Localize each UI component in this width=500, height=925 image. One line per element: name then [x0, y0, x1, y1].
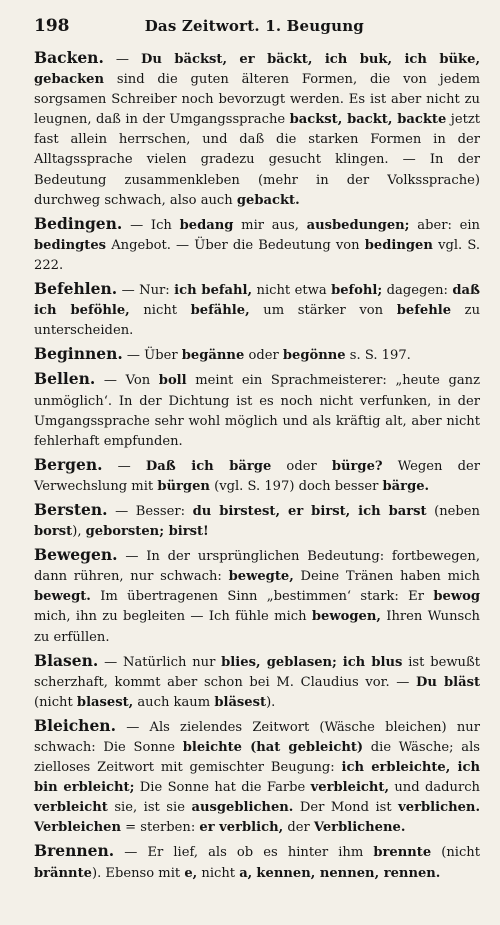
bold-form: borst — [34, 524, 73, 540]
entry-text: zu unterscheiden. — [34, 303, 480, 339]
page-header — [34, 16, 480, 36]
entry-text: — — [103, 52, 142, 67]
entry-text: — Er lief, als ob es hinter ihm — [114, 845, 374, 861]
bold-form: ausbedungen; — [306, 217, 410, 233]
bold-form: blasest, — [76, 694, 134, 710]
entry-text: der — [283, 820, 314, 836]
bold-form: e, — [184, 865, 198, 881]
entry-text: — Nur: — [117, 283, 175, 299]
entry-text: (neben — [426, 503, 480, 519]
entry-text: Angebot. — Über die Bedeutung von — [106, 237, 365, 253]
bold-form: befähle, — [190, 303, 250, 319]
dictionary-entry-bersten — [34, 500, 480, 542]
entry-text: Der Mond ist — [293, 800, 399, 816]
entry-text: jetzt fast allein herrschen, und daß die starken Formen in der Alltagssprache vielen gradezu gesucht klingen. — In der Bedeutung zusammenkleben (mehr in der Volkssprache) durchweg schwach, also auch — [34, 112, 480, 208]
entry-text: ). Ebenso mit — [91, 865, 185, 881]
bold-form: ich befahl, — [174, 283, 253, 299]
entry-text: oder — [271, 458, 332, 474]
bold-form: begönne — [282, 348, 346, 364]
bold-form: begänne — [181, 348, 245, 364]
entry-text: (nicht — [431, 845, 480, 861]
bold-form: Du bläst — [416, 674, 480, 690]
bold-form: bleichte (hat gebleicht) — [182, 740, 364, 755]
bold-form: backst, backt, backte — [289, 112, 447, 128]
bold-form: Verbleichen — [34, 820, 121, 836]
entry-text: (vgl. S. 197) doch besser — [209, 478, 383, 494]
bold-form: bärge. — [382, 478, 430, 494]
bold-form: verbleicht, — [310, 780, 390, 796]
entry-text: aber: ein — [409, 217, 480, 233]
entry-text: sind die guten älteren Formen, die von jedem sorgsamen Schreiber noch bevorzugt werden. Es ist aber nicht zu leugnen, daß in der Umgangssprache — [34, 72, 480, 128]
bold-form: a, — [239, 865, 253, 881]
entry-text: — Über — [122, 348, 182, 364]
entry-text: Im übertragenen Sinn „bestimmen‘ stark: Er — [90, 589, 434, 605]
bold-form: bewegt. — [34, 589, 91, 605]
dictionary-entry-bedingen — [34, 214, 480, 276]
bold-form: bürgen — [157, 478, 210, 494]
bold-form: ich blus — [342, 654, 403, 670]
entry-text: s. S. 197. — [345, 348, 411, 364]
entry-text: — Ich — [122, 217, 180, 233]
entry-text: Deine Tränen haben mich — [293, 569, 480, 585]
page-number: 198 — [34, 16, 70, 36]
entry-text: — Als zielendes Zeitwort (Wäsche bleichen) nur schwach: Die Sonne — [34, 719, 480, 755]
entry-text: mir aus, — [233, 217, 307, 233]
bold-form: du birstest, er birst, ich barst — [192, 503, 427, 519]
bold-form: daß ich beföhle, — [34, 283, 480, 319]
entry-text: nicht — [129, 303, 191, 319]
entry-text: ), — [72, 524, 86, 540]
bold-form: bedang — [179, 217, 234, 233]
entry-text: nicht — [197, 865, 240, 881]
entry-text: Wegen der Verwechslung mit — [34, 458, 480, 494]
bold-form: bürge? — [331, 458, 383, 474]
dictionary-entry-brennen — [34, 841, 480, 883]
running-title: Das Zeitwort. 1. Beugung — [144, 17, 364, 35]
bold-form: brännte — [34, 865, 92, 881]
bold-form: ich erbleichte, ich bin erbleicht; — [34, 760, 480, 796]
entry-headword: Bewegen. — [34, 545, 118, 565]
entry-text: oder — [244, 348, 283, 364]
entry-text: = sterben: — [120, 820, 200, 836]
bold-form: befohl; — [331, 283, 383, 299]
bold-form: verbleicht — [34, 800, 108, 816]
entry-text: — — [102, 458, 146, 474]
bold-form: Verblichene. — [313, 820, 406, 836]
entry-text: Ihren Wunsch zu erfüllen. — [34, 609, 480, 645]
dictionary-entry-backen — [34, 48, 480, 211]
entry-text: — In der ursprünglichen Bedeutung: fortbewegen, dann rühren, nur schwach: — [34, 549, 480, 585]
dictionary-entry-beginnen — [34, 344, 480, 366]
bold-form: bläsest — [214, 694, 267, 710]
entry-text: sie, ist sie — [107, 800, 192, 816]
entry-headword: Bergen. — [34, 454, 103, 474]
entry-headword: Befehlen. — [34, 279, 118, 299]
dictionary-entry-bergen — [34, 455, 480, 497]
entry-text: und dadurch — [389, 780, 480, 796]
bold-form: kennen, nennen, rennen. — [256, 865, 441, 881]
entry-text: vgl. S. 222. — [34, 237, 481, 273]
entry-text: (nicht — [34, 694, 77, 710]
entry-text: — Von — [95, 373, 159, 389]
dictionary-entry-bewegen — [34, 545, 480, 647]
bold-form: boll — [158, 373, 187, 389]
entry-headword: Bersten. — [34, 499, 108, 519]
bold-form: befehle — [396, 303, 452, 319]
dictionary-entry-bellen — [34, 369, 480, 451]
entry-headword: Bedingen. — [34, 213, 123, 233]
entry-text: nicht etwa — [252, 283, 332, 299]
entry-text: um stärker von — [249, 303, 397, 319]
bold-form: bedingen — [364, 237, 433, 253]
dictionary-entries — [34, 48, 480, 884]
entry-headword: Blasen. — [34, 650, 99, 670]
bold-form: verblichen. — [398, 800, 480, 816]
entry-text: die Wäsche; als zielloses Zeitwort mit gemischter Beugung: — [34, 740, 480, 776]
entry-text: auch kaum — [133, 694, 215, 710]
bold-form: gebackt. — [236, 192, 300, 208]
dictionary-entry-blasen — [34, 651, 480, 713]
bold-form: Daß ich bärge — [145, 458, 272, 474]
entry-headword: Bleichen. — [34, 715, 116, 735]
entry-text: — Besser: — [107, 503, 193, 519]
bold-form: brennte — [373, 845, 432, 861]
entry-headword: Beginnen. — [34, 344, 123, 364]
bold-form: er verblich, — [199, 820, 284, 836]
entry-text: meint ein Sprachmeisterer: „heute ganz unmöglich‘. In der Dichtung ist es noch nicht verfunken, in der Umgangssprache sehr wohl möglich und als kräftig alt, aber nicht fehlerhaft empfunden. — [34, 373, 480, 449]
bold-form: bewegte, — [228, 569, 294, 585]
dictionary-entry-bleichen — [34, 716, 480, 839]
bold-form: bewogen, — [311, 609, 381, 625]
entry-text: dagegen: — [382, 283, 453, 299]
entry-headword: Bellen. — [34, 369, 96, 389]
entry-text: — Natürlich nur — [98, 654, 222, 670]
entry-headword: Backen. — [34, 48, 104, 67]
bold-form: Du bäckst, er bäckt, ich buk, ich büke, gebacken — [34, 52, 480, 88]
bold-form: blies, geblasen; — [221, 654, 337, 670]
entry-text: ist bewußt scherzhaft, kommt aber schon bei M. Claudius vor. — — [34, 654, 481, 690]
bold-form: bedingtes — [34, 237, 107, 253]
bold-form: geborsten; birst! — [85, 524, 209, 540]
bold-form: ausgeblichen. — [191, 800, 294, 816]
entry-headword: Brennen. — [34, 841, 115, 861]
entry-text: ). — [266, 694, 276, 710]
dictionary-entry-befehlen — [34, 279, 480, 341]
entry-text: mich, ihn zu begleiten — Ich fühle mich — [34, 609, 312, 625]
entry-text: Die Sonne hat die Farbe — [134, 780, 311, 796]
bold-form: bewog — [433, 589, 480, 605]
